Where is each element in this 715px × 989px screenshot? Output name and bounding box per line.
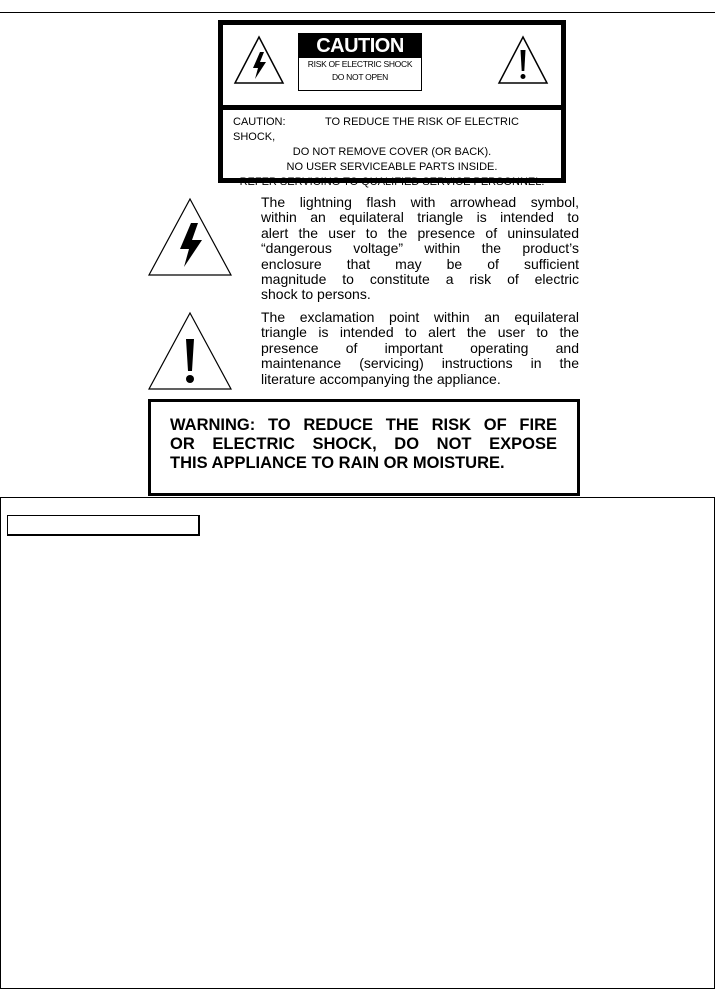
lightning-line-1: The lightning flash with arrowhead symbol, [261,194,579,210]
exclamation-line-3: presence of important operating and [261,339,579,356]
caution-text-line2: DO NOT REMOVE COVER (OR BACK). [292,146,492,158]
caution-subtitle [299,58,421,84]
exclamation-line-2: triangle is intended to alert the user to the [261,324,579,341]
warning-line-2: OR ELECTRIC SHOCK, DO NOT EXPOSE [170,435,557,453]
caution-subtitle-line1: RISK OF ELECTRIC SHOCK [307,59,413,69]
lightning-line-3: alert the user to the presence of uninsulated [261,224,579,241]
caution-text-line3: NO USER SERVICEABLE PARTS INSIDE. [286,161,498,173]
caution-label-header [223,25,561,105]
caution-divider [223,105,561,110]
lightning-line-6: magnitude to constitute a risk of electric [261,271,579,288]
exclamation-triangle-icon [147,311,233,391]
caution-subtitle-line2: DO NOT OPEN [331,72,389,82]
caution-text-line1-body: TO REDUCE THE RISK OF ELECTRIC SHOCK, [233,116,519,143]
exclamation-explanation [147,310,581,395]
exclamation-triangle-icon [497,35,549,85]
exclamation-line-1: The exclamation point within an equilateral [261,309,579,325]
warning-line-3: THIS APPLIANCE TO RAIN OR MOISTURE. [170,454,505,472]
caution-text-line1 [223,115,561,145]
lightning-explanation-text [261,195,579,303]
lightning-line-4: “dangerous voltage” within the product’s [261,240,579,257]
caution-title: CAUTION [299,34,421,58]
lightning-line-2: within an equilateral triangle is intended to [261,209,579,226]
lightning-triangle-icon [233,35,285,85]
caution-text-label: CAUTION: [233,116,286,128]
caution-text [223,115,561,190]
lightning-line-7: shock to persons. [261,286,371,303]
exclamation-line-5: literature accompanying the appliance. [261,370,501,387]
lightning-explanation [147,195,581,305]
caution-center-box [298,33,422,91]
exclamation-line-4: maintenance (servicing) instructions in the [261,355,579,372]
warning-text [170,416,557,473]
caution-label [218,20,566,188]
exclamation-explanation-text [261,310,579,387]
section-heading-box [7,515,200,536]
warning-box [148,399,580,496]
top-rule [0,12,715,13]
lightning-line-5: enclosure that may be of sufficient [261,255,579,272]
lower-frame [0,497,715,989]
warning-line-1: WARNING: TO REDUCE THE RISK OF FIRE [170,416,557,434]
lightning-triangle-icon [147,197,233,277]
caution-text-line4: REFER SERVICING TO QUALIFIED SERVICE PERSONNEL. [239,176,545,188]
